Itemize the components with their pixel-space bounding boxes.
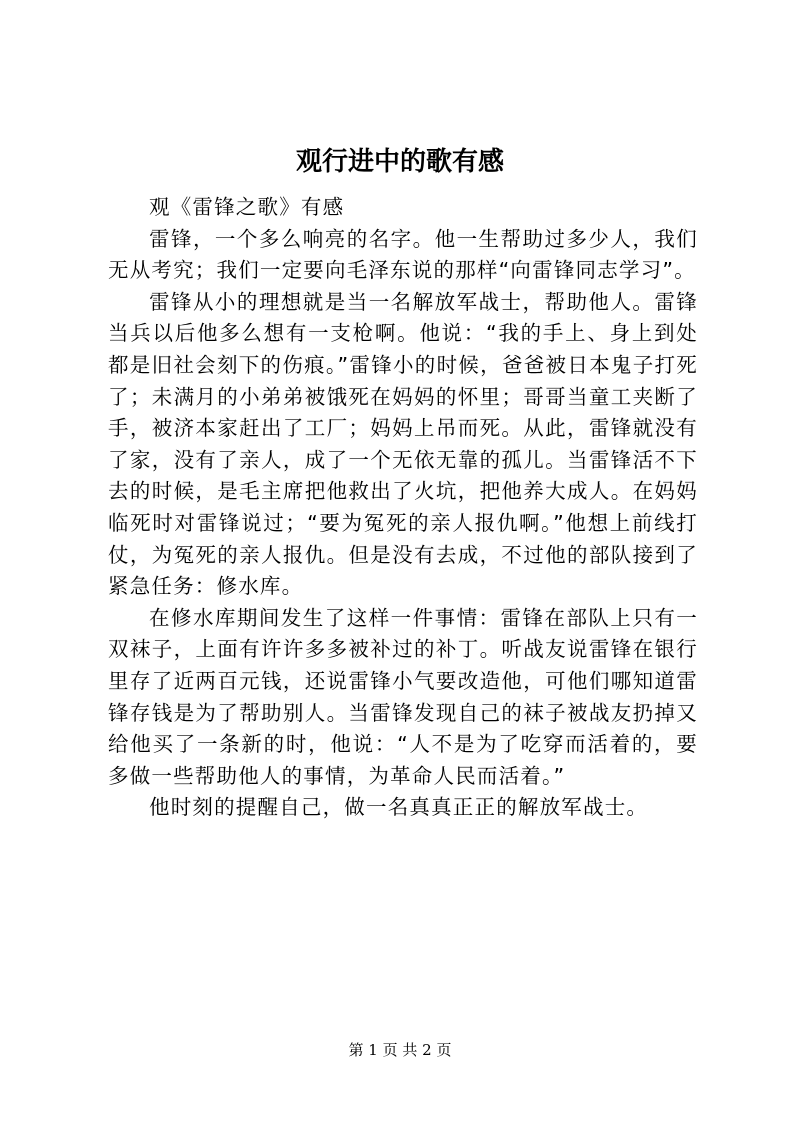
paragraph-3: 在修水库期间发生了这样一件事情：雷锋在部队上只有一双袜子，上面有许许多多被补过的补丁。听战友说雷锋在银行里存了近两百元钱，还说雷锋小气要改造他，可他们哪知道雷锋存钱是为了帮助别人。当雷锋发现自己的袜子被战友扔掉又给他买了一条新的时，他说：“人不是为了吃穿而活着的，要多做一些帮助他人的事情，为革命人民而活着。” [108, 605, 698, 788]
page-footer: 第 1 页 共 2 页 [348, 1041, 452, 1059]
document-subtitle: 观《雷锋之歌》有感 [149, 195, 345, 219]
document-body [108, 192, 698, 824]
paragraph-4: 他时刻的提醒自己，做一名真真正正的解放军战士。 [149, 795, 649, 820]
paragraph-1: 雷锋，一个多么响亮的名字。他一生帮助过多少人，我们无从考究；我们一定要向毛泽东说的那样“向雷锋同志学习”。 [108, 226, 698, 283]
paragraph-2: 雷锋从小的理想就是当一名解放军战士，帮助他人。雷锋当兵以后他多么想有一支枪啊。他说：“我的手上、身上到处都是旧社会刻下的伤痕。”雷锋小的时候，爸爸被日本鬼子打死了；未满月的小弟弟被饿死在妈妈的怀里；哥哥当童工夹断了手，被济本家赶出了工厂；妈妈上吊而死。从此，雷锋就没有了家，没有了亲人，成了一个无依无靠的孤儿。当雷锋活不下去的时候，是毛主席把他救出了火坑，把他养大成人。在妈妈临死时对雷锋说过；“要为冤死的亲人报仇啊。”他想上前线打仗，为冤死的亲人报仇。但是没有去成，不过他的部队接到了紧急任务：修水库。 [108, 289, 698, 599]
document-title: 观行进中的歌有感 [295, 147, 504, 177]
